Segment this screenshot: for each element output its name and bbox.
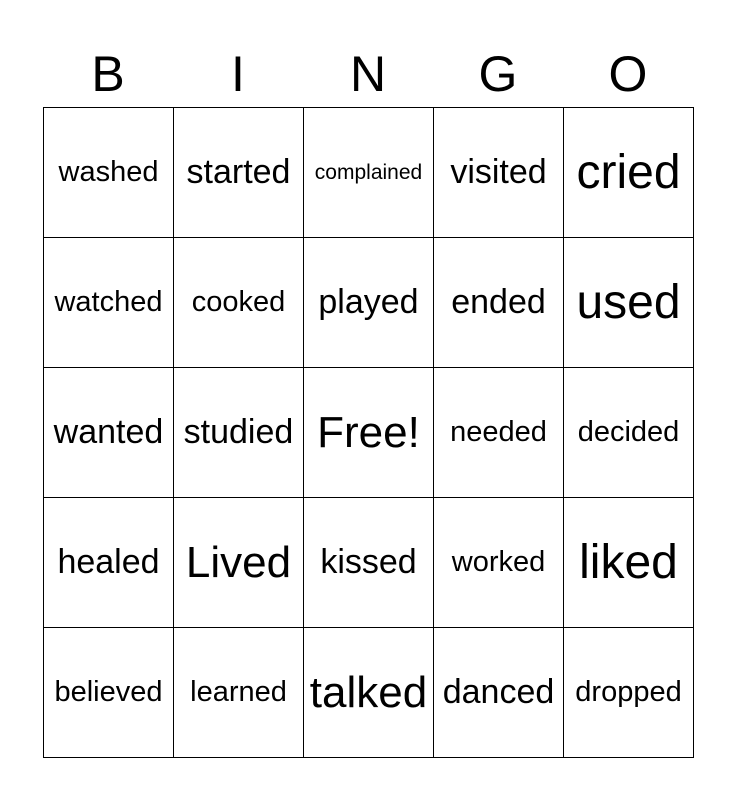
header-letter-n: N [349, 46, 387, 102]
bingo-cell[interactable] [434, 628, 564, 758]
bingo-cell[interactable] [434, 368, 564, 498]
bingo-cell[interactable] [564, 628, 694, 758]
bingo-cell[interactable] [44, 108, 174, 238]
bingo-cell-word: worked [451, 546, 546, 578]
bingo-cell-word: healed [57, 543, 160, 581]
bingo-cell[interactable] [564, 108, 694, 238]
bingo-cell-word: complained [314, 160, 423, 184]
bingo-cell[interactable] [434, 498, 564, 628]
bingo-cell[interactable] [434, 108, 564, 238]
bingo-cell[interactable] [304, 238, 434, 368]
bingo-cell[interactable] [434, 238, 564, 368]
bingo-cell[interactable] [174, 498, 304, 628]
bingo-cell-word: believed [54, 676, 163, 708]
bingo-cell-word: cooked [191, 286, 286, 318]
bingo-cell-word: played [318, 283, 419, 321]
bingo-cell[interactable] [174, 368, 304, 498]
bingo-cell-word: liked [579, 536, 678, 589]
bingo-cell-word: wanted [53, 413, 164, 451]
header-letter-o: O [608, 46, 648, 102]
bingo-cell[interactable] [564, 368, 694, 498]
bingo-cell-word: washed [58, 156, 159, 188]
bingo-cell[interactable] [304, 498, 434, 628]
bingo-cell-word: needed [450, 416, 547, 448]
bingo-cell-word: Free! [317, 407, 420, 457]
bingo-cell[interactable] [44, 238, 174, 368]
bingo-cell-word: dropped [575, 676, 682, 708]
bingo-cell-word: visited [450, 153, 547, 191]
bingo-cell[interactable] [304, 628, 434, 758]
bingo-cell-word: watched [54, 286, 163, 318]
bingo-cell[interactable] [564, 498, 694, 628]
bingo-cell[interactable] [174, 238, 304, 368]
bingo-cell[interactable] [174, 108, 304, 238]
bingo-cell[interactable] [44, 628, 174, 758]
header-letter-g: G [478, 46, 518, 102]
bingo-header [43, 40, 693, 108]
bingo-cell-word: started [186, 153, 291, 191]
bingo-cell-word: kissed [320, 543, 417, 581]
bingo-cell-word: ended [451, 283, 546, 321]
bingo-cell-word: cried [576, 146, 681, 199]
bingo-cell[interactable] [174, 628, 304, 758]
bingo-cell-word: decided [577, 416, 680, 448]
bingo-cell-word: Lived [185, 537, 292, 587]
header-letter-b: B [91, 46, 125, 102]
bingo-cell[interactable] [44, 498, 174, 628]
bingo-cell[interactable] [44, 368, 174, 498]
bingo-card-grid [43, 107, 694, 758]
bingo-cell[interactable] [564, 238, 694, 368]
bingo-cell-word: danced [442, 673, 555, 711]
header-letter-i: I [231, 46, 245, 102]
bingo-cell-word: learned [190, 676, 287, 708]
bingo-cell-word: talked [309, 667, 428, 717]
free-space-cell[interactable] [304, 368, 434, 498]
bingo-cell-word: used [576, 276, 681, 329]
bingo-cell[interactable] [304, 108, 434, 238]
bingo-cell-word: studied [183, 413, 294, 451]
